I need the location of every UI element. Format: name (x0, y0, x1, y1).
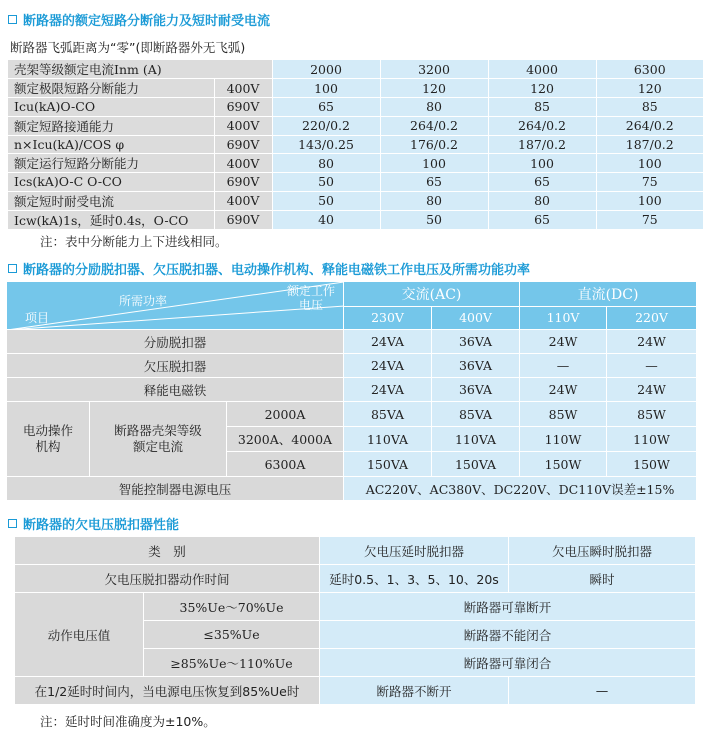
value-cell: 220/0.2 (272, 116, 380, 135)
voltage-header: 220V (607, 306, 697, 330)
diagonal-header-cell (7, 282, 344, 330)
value-cell: 24VA (344, 354, 432, 378)
value-cell: 150VA (344, 452, 432, 477)
frame-rating-label: 断路器壳架等级 额定电流 (90, 402, 227, 477)
value-cell: 80 (272, 154, 380, 173)
voltage-cell: 400V (214, 191, 272, 210)
value-cell: 100 (596, 191, 703, 210)
value-cell: 120 (596, 79, 703, 98)
value-cell: 85W (607, 402, 697, 427)
value-cell: 110W (607, 427, 697, 452)
value-cell: 150W (607, 452, 697, 477)
checkbox-square-icon (8, 519, 17, 528)
value-cell: 85VA (344, 402, 432, 427)
value-cell: 80 (380, 98, 488, 117)
row-label: 释能电磁铁 (7, 378, 344, 402)
voltage-cell: 400V (214, 79, 272, 98)
value-cell: 100 (596, 154, 703, 173)
value-cell: 80 (380, 191, 488, 210)
value-cell: 187/0.2 (488, 135, 596, 154)
table-row (8, 98, 703, 117)
header-cell: 4000 (488, 60, 596, 79)
frame-current-label: 壳架等级额定电流Inm (A) (8, 60, 272, 79)
value-cell: 50 (380, 210, 488, 229)
recover-instant: — (509, 677, 696, 705)
value-cell: 24VA (344, 378, 432, 402)
table-row (8, 116, 703, 135)
row-label: 分励脱扣器 (7, 330, 344, 354)
value-cell: 85 (488, 98, 596, 117)
frame-current-cell: 6300A (227, 452, 344, 477)
value-cell: 65 (488, 210, 596, 229)
value-cell: — (607, 354, 697, 378)
section2-title-text: 断路器的分励脱扣器、欠压脱扣器、电动操作机构、释能电磁铁工作电压及所需功能功率 (23, 263, 531, 278)
table-header-row (15, 537, 696, 565)
action-time-instant: 瞬时 (509, 565, 696, 593)
voltage-range: ≥85%Ue～110%Ue (144, 649, 320, 677)
checkbox-square-icon (8, 264, 17, 273)
value-cell: 85 (596, 98, 703, 117)
table-header-row (8, 60, 703, 79)
value-cell: 36VA (432, 378, 520, 402)
value-cell: 110VA (432, 427, 520, 452)
section1-note: 注：表中分断能力上下进线相同。 (40, 234, 228, 249)
voltage-header: 230V (344, 306, 432, 330)
value-cell: 24W (607, 330, 697, 354)
undervoltage-table (14, 536, 696, 705)
value-cell: 24W (607, 378, 697, 402)
table-row (7, 330, 697, 354)
value-cell: 65 (380, 173, 488, 192)
section1-title (8, 10, 270, 29)
table-row (7, 378, 697, 402)
table-row (8, 173, 703, 192)
voltage-range: 35%Ue～70%Ue (144, 593, 320, 621)
motor-operator-label: 电动操作 机构 (7, 402, 90, 477)
value-cell: — (520, 354, 607, 378)
controller-voltage-value: AC220V、AC380V、DC220V、DC110V误差±15% (344, 477, 697, 501)
value-cell: 65 (272, 98, 380, 117)
action-time-delay: 延时0.5、1、3、5、10、20s (320, 565, 509, 593)
table-row (7, 477, 697, 501)
section1-title-text: 断路器的额定短路分断能力及短时耐受电流 (23, 14, 271, 29)
value-cell: 36VA (432, 330, 520, 354)
frame-current-cell: 3200A、4000A (227, 427, 344, 452)
instant-release-header: 欠电压瞬时脱扣器 (509, 537, 696, 565)
table-row (15, 677, 696, 705)
voltage-cell: 690V (214, 98, 272, 117)
recover-label: 在1/2延时时间内，当电源电压恢复到85%Ue时 (15, 677, 320, 705)
voltage-cell: 400V (214, 116, 272, 135)
value-cell: 264/0.2 (596, 116, 703, 135)
value-cell: 75 (596, 210, 703, 229)
frame-current-cell: 2000A (227, 402, 344, 427)
value-cell: 75 (596, 173, 703, 192)
value-cell: 176/0.2 (380, 135, 488, 154)
value-cell: 143/0.25 (272, 135, 380, 154)
voltage-range: ≤35%Ue (144, 621, 320, 649)
table-row (8, 135, 703, 154)
recover-delay: 断路器不断开 (320, 677, 509, 705)
required-power-label: 所需功率 (119, 294, 168, 308)
value-cell: 100 (272, 79, 380, 98)
row-label: 额定运行短路分断能力 (8, 154, 214, 173)
action-time-label: 欠电压脱扣器动作时间 (15, 565, 320, 593)
table-row (8, 154, 703, 173)
row-label: 额定极限短路分断能力 (8, 79, 214, 98)
value-cell: 264/0.2 (488, 116, 596, 135)
value-cell: 120 (488, 79, 596, 98)
table-row (8, 79, 703, 98)
section3-note: 注：延时时间准确度为±10%。 (40, 714, 216, 729)
row-label: Icw(kA)1s，延时0.4s，O-CO (8, 210, 214, 229)
row-label: 额定短时耐受电流 (8, 191, 214, 210)
value-cell: 100 (380, 154, 488, 173)
rated-voltage-label: 额定工作 电压 (287, 284, 336, 312)
value-cell: 24W (520, 378, 607, 402)
power-table (6, 281, 697, 501)
table-header-row (7, 282, 697, 307)
value-cell: 120 (380, 79, 488, 98)
header-cell: 6300 (596, 60, 703, 79)
type-label: 类 别 (15, 537, 320, 565)
value-cell: 50 (272, 173, 380, 192)
voltage-cell: 690V (214, 135, 272, 154)
value-cell: 100 (488, 154, 596, 173)
voltage-result: 断路器可靠闭合 (320, 649, 696, 677)
section3-title (8, 514, 179, 533)
voltage-cell: 690V (214, 173, 272, 192)
value-cell: 264/0.2 (380, 116, 488, 135)
voltage-result: 断路器不能闭合 (320, 621, 696, 649)
value-cell: 150VA (432, 452, 520, 477)
value-cell: 85VA (432, 402, 520, 427)
voltage-value-label: 动作电压值 (15, 593, 144, 677)
checkbox-square-icon (8, 15, 17, 24)
table-row (15, 593, 696, 621)
value-cell: 80 (488, 191, 596, 210)
item-label: 项目 (25, 311, 50, 325)
value-cell: 110W (520, 427, 607, 452)
controller-voltage-label: 智能控制器电源电压 (7, 477, 344, 501)
table-row (7, 402, 697, 427)
value-cell: 36VA (432, 354, 520, 378)
value-cell: 24VA (344, 330, 432, 354)
header-cell: 3200 (380, 60, 488, 79)
row-label: n×Icu(kA)/COS φ (8, 135, 214, 154)
row-label: 欠压脱扣器 (7, 354, 344, 378)
voltage-header: 400V (432, 306, 520, 330)
ac-header: 交流(AC) (344, 282, 520, 307)
value-cell: 110VA (344, 427, 432, 452)
breaking-capacity-table (8, 60, 703, 230)
value-cell: 40 (272, 210, 380, 229)
delay-release-header: 欠电压延时脱扣器 (320, 537, 509, 565)
value-cell: 85W (520, 402, 607, 427)
section2-title (8, 259, 530, 278)
value-cell: 187/0.2 (596, 135, 703, 154)
row-label: Icu(kA)O-CO (8, 98, 214, 117)
voltage-cell: 400V (214, 154, 272, 173)
value-cell: 150W (520, 452, 607, 477)
section3-title-text: 断路器的欠电压脱扣器性能 (23, 518, 180, 533)
voltage-header: 110V (520, 306, 607, 330)
value-cell: 65 (488, 173, 596, 192)
table-row (15, 565, 696, 593)
row-label: 额定短路接通能力 (8, 116, 214, 135)
table-row (7, 354, 697, 378)
voltage-result: 断路器可靠断开 (320, 593, 696, 621)
dc-header: 直流(DC) (520, 282, 697, 307)
row-label: Ics(kA)O-C O-CO (8, 173, 214, 192)
value-cell: 24W (520, 330, 607, 354)
table-row (8, 191, 703, 210)
section1-subtitle: 断路器飞弧距离为“零”(即断路器外无飞弧) (10, 40, 246, 55)
header-cell: 2000 (272, 60, 380, 79)
value-cell: 50 (272, 191, 380, 210)
table-row (8, 210, 703, 229)
voltage-cell: 690V (214, 210, 272, 229)
